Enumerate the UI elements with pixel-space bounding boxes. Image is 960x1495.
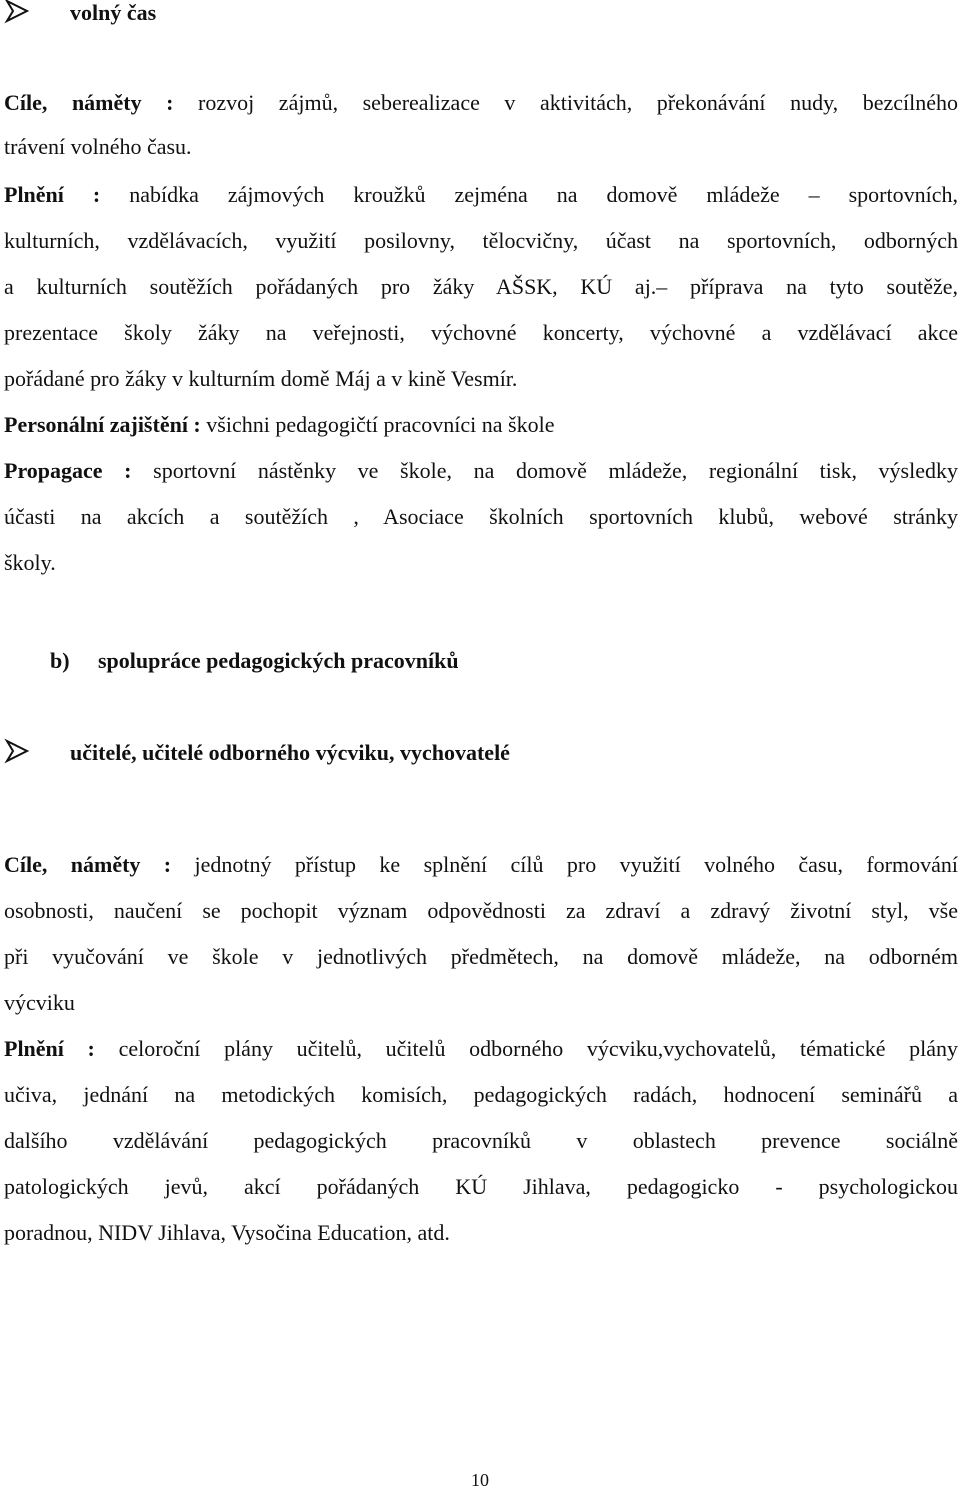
- text-line: kulturních, vzdělávacích, využití posilovny, tělocvičny, účast na sportovních, odborných: [4, 228, 958, 253]
- text-line: poradnou, NIDV Jihlava, Vysočina Education, atd.: [4, 1220, 450, 1245]
- section-b-heading: [50, 648, 459, 674]
- text-line: pořádané pro žáky v kulturním domě Máj a v kině Vesmír.: [4, 366, 518, 391]
- text-line: Plnění : nabídka zájmových kroužků zejména na domově mládeže – sportovních,: [4, 182, 958, 207]
- text-line: účasti na akcích a soutěžích , Asociace školních sportovních klubů, webové stránky: [4, 504, 958, 529]
- paragraph-label: Propagace :: [4, 458, 132, 483]
- text-line: výcviku: [4, 990, 75, 1015]
- text-line: Plnění : celoroční plány učitelů, učitelů odborného výcviku,vychovatelů, tématické plány: [4, 1036, 959, 1061]
- paragraph-personalni: [4, 402, 958, 448]
- text-line: učiva, jednání na metodických komisích, pedagogických radách, hodnocení seminářů a: [4, 1082, 958, 1107]
- text-line: Cíle, náměty : rozvoj zájmů, seberealizace v aktivitách, překonávání nudy, bezcílného: [4, 90, 958, 115]
- heading-volny-cas: [4, 0, 156, 26]
- section-letter: b): [50, 648, 70, 673]
- text-line: a kulturních soutěžích pořádaných pro žáky AŠSK, KÚ aj.– příprava na tyto soutěže,: [4, 274, 958, 299]
- text-line: školy.: [4, 550, 56, 575]
- paragraph-label: Plnění :: [4, 182, 101, 207]
- paragraph-label: Personální zajištění :: [4, 412, 201, 437]
- text-line: trávení volného času.: [4, 134, 192, 159]
- arrow-bullet-icon: [4, 0, 30, 24]
- text-line: prezentace školy žáky na veřejnosti, výchovné koncerty, výchovné a vzdělávací akce: [4, 320, 958, 345]
- text-line: Personální zajištění : všichni pedagogičtí pracovníci na škole: [4, 412, 555, 437]
- text-line: osobnosti, naučení se pochopit význam odpovědnosti za zdraví a zdravý životní styl, vše: [4, 898, 958, 923]
- text-line: při vyučování ve škole v jednotlivých předmětech, na domově mládeže, na odborném: [4, 944, 958, 969]
- heading-text: učitelé, učitelé odborného výcviku, vychovatelé: [70, 740, 510, 765]
- text-line: Propagace : sportovní nástěnky ve škole, na domově mládeže, regionální tisk, výsledky: [4, 458, 958, 483]
- paragraph-plneni-1: [4, 172, 958, 402]
- paragraph-plneni-2: [4, 1026, 958, 1256]
- page-number: 10: [471, 1470, 489, 1490]
- paragraph-cile-1: [4, 80, 958, 170]
- heading-ucitele: [4, 738, 510, 766]
- heading-text: volný čas: [70, 0, 157, 25]
- paragraph-propagace: [4, 448, 958, 586]
- paragraph-label: Plnění :: [4, 1036, 95, 1061]
- paragraph-label: Cíle, náměty :: [4, 90, 174, 115]
- text-line: dalšího vzdělávání pedagogických pracovníků v oblastech prevence sociálně: [4, 1128, 958, 1153]
- section-title: spolupráce pedagogických pracovníků: [98, 648, 459, 673]
- paragraph-cile-2: [4, 842, 958, 1026]
- arrow-bullet-icon: [4, 738, 30, 764]
- text-line: Cíle, náměty : jednotný přístup ke splnění cílů pro využití volného času, formování: [4, 852, 958, 877]
- text-line: patologických jevů, akcí pořádaných KÚ Jihlava, pedagogicko - psychologickou: [4, 1174, 958, 1199]
- paragraph-label: Cíle, náměty :: [4, 852, 172, 877]
